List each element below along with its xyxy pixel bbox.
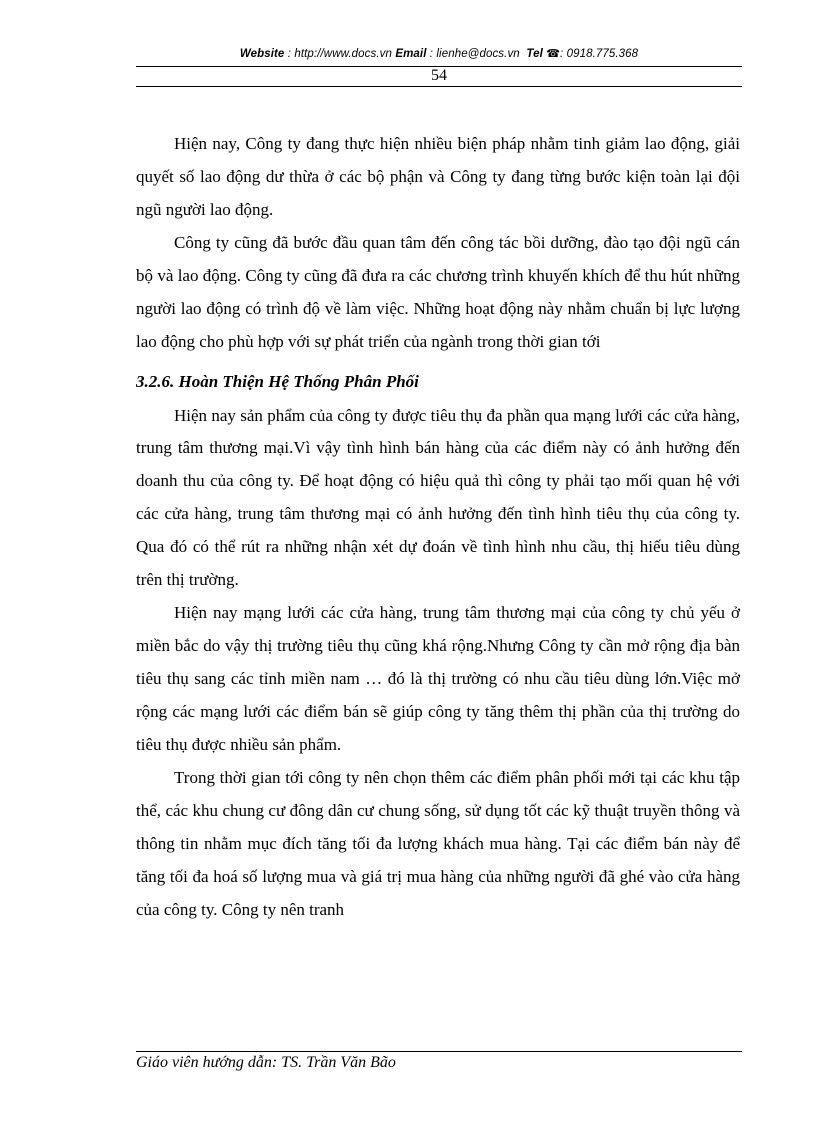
website-url: http://www.docs.vn bbox=[294, 48, 393, 60]
website-separator: : bbox=[284, 48, 295, 60]
phone-icon: ☎ bbox=[546, 48, 560, 60]
header-rule-bottom bbox=[136, 86, 742, 87]
section-heading: 3.2.6. Hoàn Thiện Hệ Thống Phân Phối bbox=[136, 371, 419, 391]
tel-number: 0918.775.368 bbox=[566, 48, 639, 60]
footer-rule bbox=[136, 1051, 742, 1052]
website-label: Website bbox=[239, 48, 285, 60]
body-paragraph: Hiện nay sản phẩm của công ty được tiêu thụ đa phần qua mạng lưới các cửa hàng, trung tâm thương mại.Vì vậy tình hình bán hàng của các điểm này có ảnh hưởng đến doanh thu của công ty. Để hoạt động có hiệu quả thì công ty phải tạo mối quan hệ với các cửa hàng, trung tâm thương mại có ảnh hưởng đến tình hình tiêu thụ của công ty. Qua đó có thể rút ra những nhận xét dự đoán về tình hình nhu cầu, thị hiếu tiêu dùng trên thị trường. bbox=[136, 405, 740, 589]
tel-separator: : bbox=[560, 48, 567, 60]
email-label: Email bbox=[395, 48, 427, 60]
body-paragraph: Công ty cũng đã bước đầu quan tâm đến công tác bồi dưỡng, đào tạo đội ngũ cán bộ và lao động. Công ty cũng đã đưa ra các chương trình khuyến khích để thu hút những người lao động có trình độ về làm việc. Những hoạt động này nhằm chuẩn bị lực lượng lao động cho phù hợp với sự phát triển của ngành trong thời gian tới bbox=[136, 233, 740, 351]
email-address: lienhe@docs.vn bbox=[436, 48, 520, 60]
body-paragraph: Hiện nay, Công ty đang thực hiện nhiều biện pháp nhằm tinh giảm lao động, giải quyết số lao động dư thừa ở các bộ phận và Công ty đang từng bước kiện toàn lại đội ngũ người lao động. bbox=[136, 134, 740, 219]
body-paragraph: Hiện nay mạng lưới các cửa hàng, trung tâm thương mại của công ty chủ yếu ở miền bắc do vậy thị trường tiêu thụ cũng khá rộng.Nhưng Công ty cần mở rộng địa bàn tiêu thụ sang các tỉnh miền nam … đó là thị trường có nhu cầu tiêu dùng lớn.Việc mở rộng các mạng lưới các điểm bán sẽ giúp công ty tăng thêm thị phần của thị trường do tiêu thụ được nhiều sản phẩm. bbox=[136, 603, 740, 754]
page-number: 54 bbox=[431, 67, 447, 84]
page-header bbox=[136, 47, 742, 60]
body-paragraph: Trong thời gian tới công ty nên chọn thêm các điểm phân phối mới tại các khu tập thể, các khu chung cư đông dân cư chung sống, sử dụng tốt các kỹ thuật truyền thông và thông tin nhằm mục đích tăng tối đa lượng khách mua hàng. Tại các điểm bán này để tăng tối đa hoá số lượng mua và giá trị mua hàng của những người đã ghé vào cửa hàng của công ty. Công ty nên tranh bbox=[136, 768, 740, 919]
tel-label: Tel bbox=[526, 48, 543, 60]
footer-advisor: Giáo viên hướng dẫn: TS. Trần Văn Bão bbox=[136, 1054, 396, 1071]
email-separator: : bbox=[426, 48, 437, 60]
document-body bbox=[136, 128, 740, 927]
